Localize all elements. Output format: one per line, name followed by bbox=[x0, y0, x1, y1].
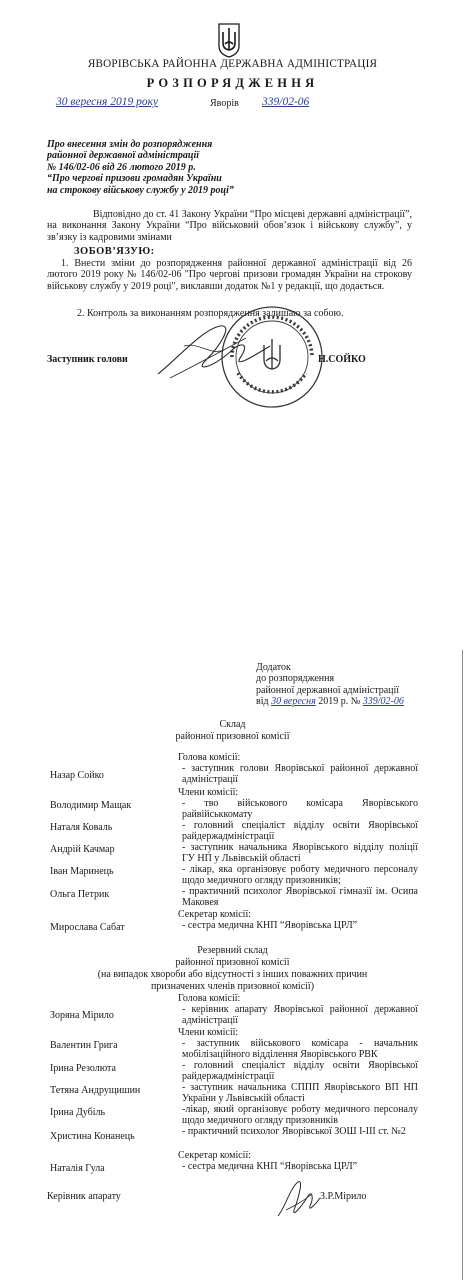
reserve-title: Резервний склад bbox=[197, 945, 268, 956]
subject-line: на строкову військову службу у 2019 році” bbox=[47, 184, 234, 196]
member-role: - заступник начальника Яворівського відділу поліції ГУ НП у Львівській області bbox=[182, 842, 418, 864]
handwritten-date: 30 вересня 2019 року bbox=[56, 96, 159, 108]
member-name: Ірина Резолюта bbox=[50, 1063, 116, 1074]
section-label: Голова комісії: bbox=[178, 752, 241, 763]
signer-role: Заступник голови bbox=[47, 354, 128, 365]
subject-line: Про внесення змін до розпорядження bbox=[47, 139, 213, 150]
intro-paragraph: Відповідно до ст. 41 Закону України “Про місцеві державні адміністрації”, на виконання Закону України “Про військовий обов’язок і військову службу”, у зв’язку із кадровими змінами bbox=[47, 209, 412, 243]
member-role: - заступник голови Яворівської районної державної адміністрації bbox=[182, 763, 418, 785]
signer-name: Н.СОЙКО bbox=[318, 354, 366, 365]
subject-line: № 146/02-06 від 26 лютого 2019 р. bbox=[47, 161, 196, 173]
item-2: 2. Контроль за виконанням розпорядження залишаю за собою. bbox=[77, 308, 344, 319]
handwritten-number: 339/02-06 bbox=[262, 96, 310, 108]
doc-type: РОЗПОРЯДЖЕННЯ bbox=[146, 76, 319, 90]
reserve-subtitle: районної призовної комісії bbox=[175, 957, 290, 968]
member-role: - головний спеціаліст відділу освіти Яворівської райдержадміністрації bbox=[182, 820, 418, 842]
member-name: Іван Маринець bbox=[50, 866, 114, 877]
subject-line: “Про чергові призови громадян України bbox=[47, 173, 222, 185]
member-name: Андрій Качмар bbox=[50, 844, 115, 855]
composition-subtitle: районної призовної комісії bbox=[175, 731, 290, 742]
item-1: 1. Внести зміни до розпорядження районної державної адміністрації від 26 лютого 2019 року № 146/02-06 "Про чергові призови громадян України на строкову військову службу у 2019 році", виклавши додаток №1 у редакції, що додається. bbox=[47, 258, 412, 292]
trident-emblem-icon bbox=[216, 22, 242, 58]
member-role: - практичний психолог Яворівської гімназії ім. Осипа Маковея bbox=[182, 886, 418, 908]
member-role: - керівник апарату Яворівської районної державної адміністрації bbox=[182, 1004, 418, 1026]
section-label: Секретар комісії: bbox=[178, 1150, 251, 1161]
member-role: - сестра медична КНП “Яворівська ЦРЛ” bbox=[182, 920, 358, 931]
reserve-note: (на випадок хвороби або відсутності з інших поважних причин bbox=[97, 969, 368, 980]
handwritten-number: 339/02-06 bbox=[362, 696, 404, 708]
member-role: - головний спеціаліст відділу освіти Яворівської райдержадміністрації bbox=[182, 1060, 418, 1082]
member-role: - заступник начальника СППП Яворівського ВП НП України у Львівській області bbox=[182, 1082, 418, 1104]
member-name: Наталія Гула bbox=[50, 1163, 105, 1174]
member-role: - заступник військового комісара - начальник мобілізаційного відділення Яворівського РВК bbox=[182, 1038, 418, 1060]
member-role: - тво військового комісара Яворівського райвійськкомату bbox=[182, 798, 418, 820]
member-name: Наталя Коваль bbox=[50, 822, 113, 833]
member-name: Ольга Петрик bbox=[50, 889, 110, 900]
member-role: -лікар, який організовує роботу медичного персоналу щодо медичного огляду призовників bbox=[182, 1104, 418, 1126]
section-label: Голова комісії: bbox=[178, 993, 241, 1004]
footer-name: З.Р.Мірило bbox=[320, 1191, 367, 1202]
member-name: Володимир Мащак bbox=[50, 800, 132, 811]
org-name: ЯВОРІВСЬКА РАЙОННА ДЕРЖАВНА АДМІНІСТРАЦІЯ bbox=[87, 58, 378, 70]
member-name: Ірина Дубіль bbox=[50, 1107, 106, 1118]
reserve-note: призначених членів призовної комісії) bbox=[150, 981, 315, 992]
subject-line: районної державної адміністрації bbox=[47, 150, 200, 162]
annex-header bbox=[256, 662, 404, 708]
composition-title: Склад bbox=[219, 719, 246, 730]
subject-block bbox=[47, 139, 307, 196]
section-label: Члени комісії: bbox=[178, 1027, 239, 1038]
member-name: Тетяна Андрущишин bbox=[50, 1085, 141, 1096]
section-label: Секретар комісії: bbox=[178, 909, 251, 920]
annex-line: до розпорядження bbox=[256, 673, 335, 685]
annex-line: Додаток bbox=[256, 662, 291, 673]
footer-role: Керівник апарату bbox=[47, 1191, 121, 1202]
section-label: Члени комісії: bbox=[178, 787, 239, 798]
annex-date-line: від 30 вересня 2019 р. № 339/02-06 bbox=[256, 696, 404, 708]
member-name: Зоряна Мірило bbox=[50, 1010, 114, 1021]
member-role: - практичний психолог Яворівської ЗОШ І-ІІІ ст. №2 bbox=[182, 1126, 406, 1137]
zobovyazuyu-heading: ЗОБОВ’ЯЗУЮ: bbox=[74, 246, 155, 257]
member-role: - сестра медична КНП “Яворівська ЦРЛ” bbox=[182, 1161, 358, 1172]
member-name: Валентин Грига bbox=[50, 1040, 118, 1051]
member-name: Христина Конанець bbox=[50, 1131, 135, 1142]
place-label: Яворів bbox=[210, 98, 239, 109]
member-role: - лікар, яка організовує роботу медичного персоналу щодо медичного огляду призовників; bbox=[182, 864, 418, 886]
annex-line: районної державної адміністрації bbox=[256, 684, 400, 696]
member-name: Назар Сойко bbox=[50, 770, 104, 781]
member-name: Мирослава Сабат bbox=[50, 922, 125, 933]
signature-icon bbox=[150, 316, 280, 386]
handwritten-date: 30 вересня bbox=[271, 696, 316, 708]
signature-icon bbox=[272, 1176, 322, 1224]
